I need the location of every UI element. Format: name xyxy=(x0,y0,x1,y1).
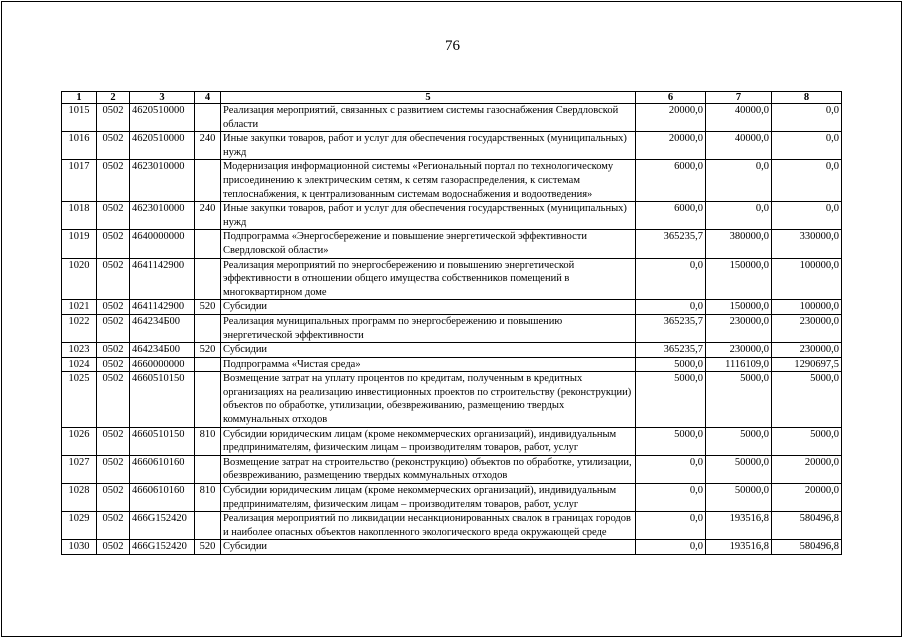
amount-col6-cell: 0,0 xyxy=(636,484,706,512)
item-name-cell: Субсидии юридическим лицам (кроме некоммерческих организаций), индивидуальным предпринимателям, физическим лицам – производителям товаров, работ, услуг xyxy=(221,427,636,455)
amount-col7-cell: 230000,0 xyxy=(706,314,772,342)
amount-col6-cell: 20000,0 xyxy=(636,132,706,160)
row-number-cell: 1024 xyxy=(62,357,97,372)
amount-col7-cell: 0,0 xyxy=(706,160,772,202)
amount-col6-cell: 365235,7 xyxy=(636,230,706,258)
section-code-cell: 0502 xyxy=(97,314,130,342)
item-name-cell: Возмещение затрат на уплату процентов по кредитам, полученным в кредитных организациях на реализацию инвестиционных проектов по строительству (реконструкции) объектов по обработке, утилизации, обезвреживанию, размещению твердых коммунальных отходов xyxy=(221,372,636,427)
amount-col7-cell: 40000,0 xyxy=(706,132,772,160)
row-number-cell: 1022 xyxy=(62,314,97,342)
item-name-cell: Субсидии xyxy=(221,540,636,555)
row-number-cell: 1030 xyxy=(62,540,97,555)
amount-col8-cell: 5000,0 xyxy=(772,427,842,455)
target-code-cell: 4640000000 xyxy=(130,230,195,258)
amount-col8-cell: 580496,8 xyxy=(772,512,842,540)
section-code-cell: 0502 xyxy=(97,230,130,258)
header-cell: 5 xyxy=(221,92,636,104)
target-code-cell: 4623010000 xyxy=(130,160,195,202)
amount-col6-cell: 365235,7 xyxy=(636,314,706,342)
item-name-cell: Подпрограмма «Энергосбережение и повышение энергетической эффективности Свердловской области» xyxy=(221,230,636,258)
table-row xyxy=(62,132,842,160)
item-name-cell: Подпрограмма «Чистая среда» xyxy=(221,357,636,372)
target-code-cell: 466G152420 xyxy=(130,540,195,555)
table-row xyxy=(62,357,842,372)
table-row xyxy=(62,343,842,358)
row-number-cell: 1026 xyxy=(62,427,97,455)
header-cell: 1 xyxy=(62,92,97,104)
table-row xyxy=(62,540,842,555)
expense-type-cell: 810 xyxy=(195,427,221,455)
amount-col7-cell: 50000,0 xyxy=(706,484,772,512)
amount-col6-cell: 6000,0 xyxy=(636,202,706,230)
amount-col6-cell: 6000,0 xyxy=(636,160,706,202)
expense-type-cell xyxy=(195,314,221,342)
amount-col6-cell: 365235,7 xyxy=(636,343,706,358)
amount-col6-cell: 0,0 xyxy=(636,512,706,540)
table-row xyxy=(62,104,842,132)
item-name-cell: Возмещение затрат на строительство (реконструкцию) объектов по обработке, утилизации, обезвреживанию, размещению твердых коммунальных отходов xyxy=(221,455,636,483)
amount-col6-cell: 20000,0 xyxy=(636,104,706,132)
target-code-cell: 4641142900 xyxy=(130,300,195,315)
target-code-cell: 464234Б00 xyxy=(130,314,195,342)
expense-type-cell: 240 xyxy=(195,202,221,230)
table-row xyxy=(62,455,842,483)
header-cell: 6 xyxy=(636,92,706,104)
section-code-cell: 0502 xyxy=(97,258,130,300)
expense-type-cell: 810 xyxy=(195,484,221,512)
section-code-cell: 0502 xyxy=(97,455,130,483)
item-name-cell: Иные закупки товаров, работ и услуг для обеспечения государственных (муниципальных) нужд xyxy=(221,132,636,160)
amount-col7-cell: 150000,0 xyxy=(706,258,772,300)
amount-col8-cell: 0,0 xyxy=(772,104,842,132)
table-row xyxy=(62,258,842,300)
item-name-cell: Реализация мероприятий, связанных с развитием системы газоснабжения Свердловской области xyxy=(221,104,636,132)
amount-col7-cell: 150000,0 xyxy=(706,300,772,315)
header-cell: 4 xyxy=(195,92,221,104)
amount-col8-cell: 20000,0 xyxy=(772,455,842,483)
section-code-cell: 0502 xyxy=(97,372,130,427)
amount-col8-cell: 0,0 xyxy=(772,160,842,202)
row-number-cell: 1018 xyxy=(62,202,97,230)
section-code-cell: 0502 xyxy=(97,427,130,455)
row-number-cell: 1028 xyxy=(62,484,97,512)
row-number-cell: 1025 xyxy=(62,372,97,427)
section-code-cell: 0502 xyxy=(97,484,130,512)
table-row xyxy=(62,372,842,427)
table-row xyxy=(62,427,842,455)
section-code-cell: 0502 xyxy=(97,300,130,315)
target-code-cell: 4641142900 xyxy=(130,258,195,300)
amount-col7-cell: 0,0 xyxy=(706,202,772,230)
amount-col7-cell: 5000,0 xyxy=(706,427,772,455)
page-number: 76 xyxy=(445,38,460,54)
header-cell: 7 xyxy=(706,92,772,104)
table-row xyxy=(62,484,842,512)
amount-col8-cell: 580496,8 xyxy=(772,540,842,555)
header-row xyxy=(62,92,842,104)
header-cell: 2 xyxy=(97,92,130,104)
target-code-cell: 4660000000 xyxy=(130,357,195,372)
item-name-cell: Реализация муниципальных программ по энергосбережению и повышению энергетической эффективности xyxy=(221,314,636,342)
section-code-cell: 0502 xyxy=(97,104,130,132)
expense-type-cell: 240 xyxy=(195,132,221,160)
item-name-cell: Иные закупки товаров, работ и услуг для обеспечения государственных (муниципальных) нужд xyxy=(221,202,636,230)
amount-col8-cell: 230000,0 xyxy=(772,343,842,358)
expense-type-cell: 520 xyxy=(195,540,221,555)
section-code-cell: 0502 xyxy=(97,512,130,540)
amount-col6-cell: 0,0 xyxy=(636,300,706,315)
table-row xyxy=(62,300,842,315)
row-number-cell: 1019 xyxy=(62,230,97,258)
amount-col8-cell: 230000,0 xyxy=(772,314,842,342)
header-cell: 8 xyxy=(772,92,842,104)
table-row xyxy=(62,314,842,342)
amount-col8-cell: 100000,0 xyxy=(772,258,842,300)
amount-col7-cell: 50000,0 xyxy=(706,455,772,483)
target-code-cell: 4660610160 xyxy=(130,484,195,512)
amount-col7-cell: 1116109,0 xyxy=(706,357,772,372)
table-row xyxy=(62,202,842,230)
section-code-cell: 0502 xyxy=(97,357,130,372)
row-number-cell: 1017 xyxy=(62,160,97,202)
amount-col8-cell: 20000,0 xyxy=(772,484,842,512)
expense-type-cell xyxy=(195,512,221,540)
expense-type-cell xyxy=(195,357,221,372)
amount-col6-cell: 5000,0 xyxy=(636,357,706,372)
table-row xyxy=(62,230,842,258)
amount-col6-cell: 0,0 xyxy=(636,455,706,483)
section-code-cell: 0502 xyxy=(97,132,130,160)
budget-table xyxy=(61,91,842,555)
target-code-cell: 4660510150 xyxy=(130,372,195,427)
row-number-cell: 1029 xyxy=(62,512,97,540)
row-number-cell: 1021 xyxy=(62,300,97,315)
item-name-cell: Реализация мероприятий по ликвидации несанкционированных свалок в границах городов и наиболее опасных объектов накопленного экологического вреда окружающей среде xyxy=(221,512,636,540)
target-code-cell: 4620510000 xyxy=(130,132,195,160)
section-code-cell: 0502 xyxy=(97,202,130,230)
item-name-cell: Субсидии юридическим лицам (кроме некоммерческих организаций), индивидуальным предпринимателям, физическим лицам – производителям товаров, работ, услуг xyxy=(221,484,636,512)
amount-col7-cell: 193516,8 xyxy=(706,540,772,555)
target-code-cell: 466G152420 xyxy=(130,512,195,540)
item-name-cell: Реализация мероприятий по энергосбережению и повышению энергетической эффективности в отношении общего имущества собственников помещений в многоквартирном доме xyxy=(221,258,636,300)
amount-col6-cell: 5000,0 xyxy=(636,372,706,427)
amount-col6-cell: 5000,0 xyxy=(636,427,706,455)
expense-type-cell xyxy=(195,372,221,427)
target-code-cell: 4623010000 xyxy=(130,202,195,230)
row-number-cell: 1023 xyxy=(62,343,97,358)
target-code-cell: 464234Б00 xyxy=(130,343,195,358)
expense-type-cell: 520 xyxy=(195,343,221,358)
amount-col7-cell: 230000,0 xyxy=(706,343,772,358)
row-number-cell: 1016 xyxy=(62,132,97,160)
item-name-cell: Субсидии xyxy=(221,300,636,315)
expense-type-cell: 520 xyxy=(195,300,221,315)
amount-col7-cell: 193516,8 xyxy=(706,512,772,540)
expense-type-cell xyxy=(195,230,221,258)
table-row xyxy=(62,512,842,540)
amount-col7-cell: 380000,0 xyxy=(706,230,772,258)
amount-col8-cell: 1290697,5 xyxy=(772,357,842,372)
amount-col6-cell: 0,0 xyxy=(636,258,706,300)
target-code-cell: 4660610160 xyxy=(130,455,195,483)
amount-col8-cell: 5000,0 xyxy=(772,372,842,427)
section-code-cell: 0502 xyxy=(97,343,130,358)
expense-type-cell xyxy=(195,455,221,483)
item-name-cell: Субсидии xyxy=(221,343,636,358)
expense-type-cell xyxy=(195,104,221,132)
row-number-cell: 1020 xyxy=(62,258,97,300)
amount-col8-cell: 330000,0 xyxy=(772,230,842,258)
amount-col8-cell: 0,0 xyxy=(772,202,842,230)
amount-col6-cell: 0,0 xyxy=(636,540,706,555)
expense-type-cell xyxy=(195,258,221,300)
section-code-cell: 0502 xyxy=(97,160,130,202)
section-code-cell: 0502 xyxy=(97,540,130,555)
amount-col7-cell: 5000,0 xyxy=(706,372,772,427)
row-number-cell: 1015 xyxy=(62,104,97,132)
row-number-cell: 1027 xyxy=(62,455,97,483)
amount-col8-cell: 100000,0 xyxy=(772,300,842,315)
target-code-cell: 4660510150 xyxy=(130,427,195,455)
expense-type-cell xyxy=(195,160,221,202)
header-cell: 3 xyxy=(130,92,195,104)
target-code-cell: 4620510000 xyxy=(130,104,195,132)
item-name-cell: Модернизация информационной системы «Региональный портал по технологическому присоединению к электрическим сетям, к сетям газораспределения, к системам теплоснабжения, к централизованным системам водоснабжения и водоотведения» xyxy=(221,160,636,202)
amount-col8-cell: 0,0 xyxy=(772,132,842,160)
table-row xyxy=(62,160,842,202)
amount-col7-cell: 40000,0 xyxy=(706,104,772,132)
